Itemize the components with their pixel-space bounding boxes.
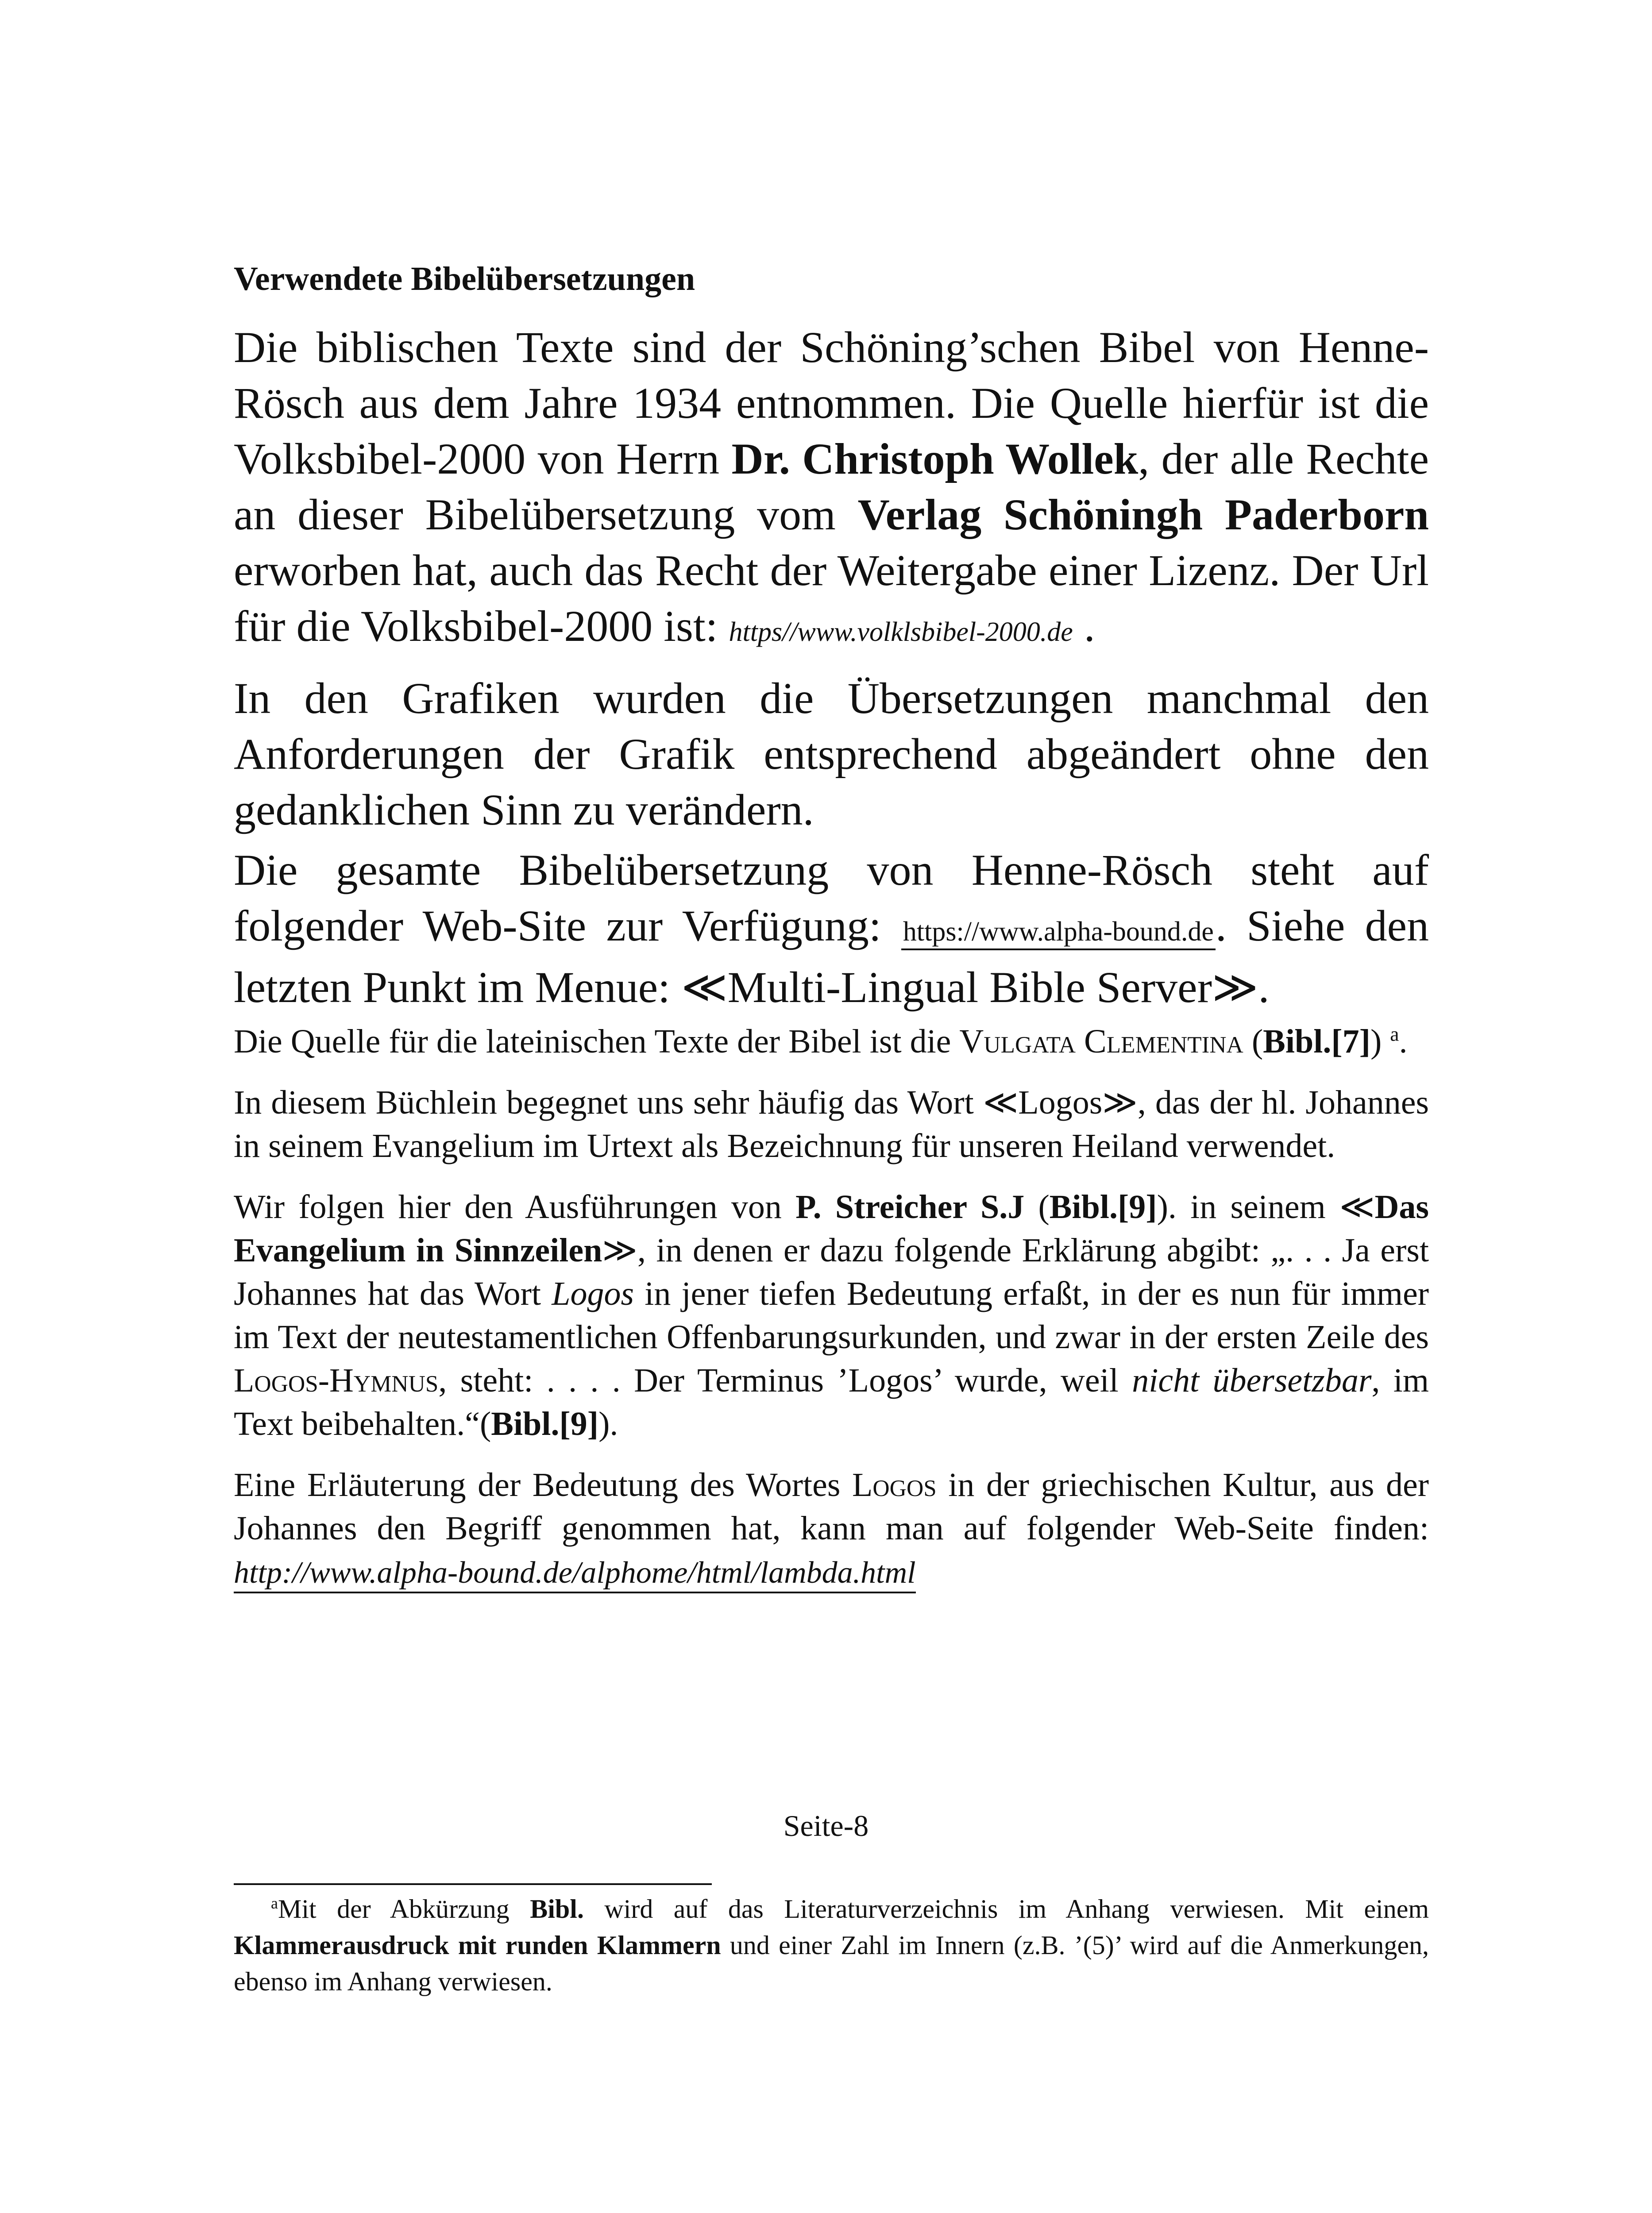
- footnote-divider: [234, 1883, 712, 1885]
- text-span: und einer Zahl im Innern (z.B. ’(5)’ wird auf die Anmerkungen, ebenso im Anhang verwiesen.: [234, 1931, 1429, 1996]
- paragraph-logos-web: [234, 1463, 1429, 1595]
- logos-hymnus: Logos-Hymnus: [234, 1362, 439, 1399]
- paragraph-graphics: In den Grafiken wurden die Übersetzungen manchmal den Anforderungen der Grafik entsprechend abgeändert ohne den gedanklichen Sinn zu verändern.: [234, 674, 1429, 834]
- footnote-marker[interactable]: a: [1390, 1022, 1399, 1045]
- text-span: ). in seinem ≪: [1157, 1188, 1375, 1226]
- text-span: Wir folgen hier den Ausführungen von: [234, 1188, 796, 1226]
- text-span: , steht: . . . . Der Terminus ’Logos’ wurde, weil: [438, 1362, 1132, 1399]
- logos-term: Logos: [852, 1466, 937, 1504]
- text-span: (: [1024, 1188, 1050, 1226]
- text-span: (: [1243, 1023, 1263, 1060]
- bold-phrase: Klammerausdruck mit runden Klammern: [234, 1931, 721, 1960]
- text-span: wird auf das Literaturverzeichnis im Anhang verwiesen. Mit einem: [583, 1894, 1429, 1924]
- vulgata-name: Vulgata Clementina: [959, 1023, 1243, 1060]
- text-span: Mit der Abkürzung: [278, 1894, 530, 1924]
- lambda-page-link[interactable]: http://www.alpha-bound.de/alphome/html/lambda.html: [234, 1556, 916, 1593]
- abbreviation: Bibl.: [530, 1894, 584, 1924]
- text-span: in jener tiefen Bedeutung erfaßt, in der es nun für immer im Text der neutestamentlichen Offenbarungsurkunden, und zwar in der ersten Zeile des: [234, 1275, 1429, 1356]
- text-span: Die Quelle für die lateinischen Texte der Bibel ist die: [234, 1023, 960, 1060]
- text-span: , im Text beibehalten.“(: [234, 1362, 1429, 1442]
- text-span: Die gesamte Bibelübersetzung von Henne-Rösch steht auf folgender Web-Site zur Verfügung:: [234, 845, 1429, 950]
- text-span: ≫, in denen er dazu folgende Erklärung abgibt: „. . . Ja erst Johannes hat das Wort: [234, 1232, 1429, 1312]
- italic-term: nicht übersetzbar: [1132, 1362, 1372, 1399]
- section-heading: Verwendete Bibelübersetzungen: [234, 260, 695, 297]
- footnote-mark: a: [271, 1894, 278, 1912]
- footnote: [234, 1891, 1429, 2000]
- publisher-name: Verlag Schöningh Paderborn: [857, 490, 1429, 539]
- page-content: [234, 248, 1429, 1612]
- bibl-reference: Bibl.[9]: [491, 1405, 599, 1442]
- text-span: .: [1073, 601, 1095, 651]
- alpha-bound-link[interactable]: https://www.alpha-bound.de: [901, 917, 1216, 950]
- paragraph-vulgata: [234, 1020, 1429, 1063]
- paragraph-website: [234, 842, 1429, 1015]
- text-span: ).: [598, 1405, 618, 1442]
- text-span: erworben hat, auch das Recht der Weitergabe einer Lizenz. Der Url für die Volksbibel-2000 ist:: [234, 546, 1429, 651]
- text-span: . Siehe den letzten Punkt im Menue: ≪Multi-Lingual Bible Server≫.: [234, 901, 1429, 1012]
- bibl-reference: Bibl.[9]: [1049, 1188, 1157, 1226]
- book-title: Das Evangelium in Sinnzeilen: [234, 1188, 1429, 1269]
- paragraph-streicher: [234, 1185, 1429, 1446]
- text-span: ): [1370, 1023, 1390, 1060]
- italic-term: Logos: [552, 1275, 634, 1312]
- volksbibel-url[interactable]: https//www.volklsbibel-2000.de: [729, 617, 1073, 647]
- paragraph-source: [234, 320, 1429, 660]
- text-span: .: [1399, 1023, 1408, 1060]
- text-span: in der griechischen Kultur, aus der Johannes den Begriff genommen hat, kann man auf folgender Web-Seite finden:: [234, 1466, 1429, 1547]
- author-name: P. Streicher S.J: [795, 1188, 1025, 1226]
- bibl-reference: Bibl.[7]: [1263, 1023, 1370, 1060]
- paragraph-logos-intro: In diesem Büchlein begegnet uns sehr häufig das Wort ≪Logos≫, das der hl. Johannes in seinem Evangelium im Urtext als Bezeichnung für unseren Heiland verwendet.: [234, 1084, 1429, 1164]
- page-number: Seite-8: [783, 1809, 869, 1843]
- author-name: Dr. Christoph Wollek: [731, 434, 1139, 483]
- text-span: , der alle Rechte an dieser Bibelübersetzung vom: [234, 434, 1429, 539]
- text-span: Eine Erläuterung der Bedeutung des Wortes: [234, 1466, 852, 1504]
- text-span: Die biblischen Texte sind der Schöning’schen Bibel von Henne-Rösch aus dem Jahre 1934 entnommen. Die Quelle hierfür ist die Volksbibel-2000 von Herrn: [234, 323, 1429, 483]
